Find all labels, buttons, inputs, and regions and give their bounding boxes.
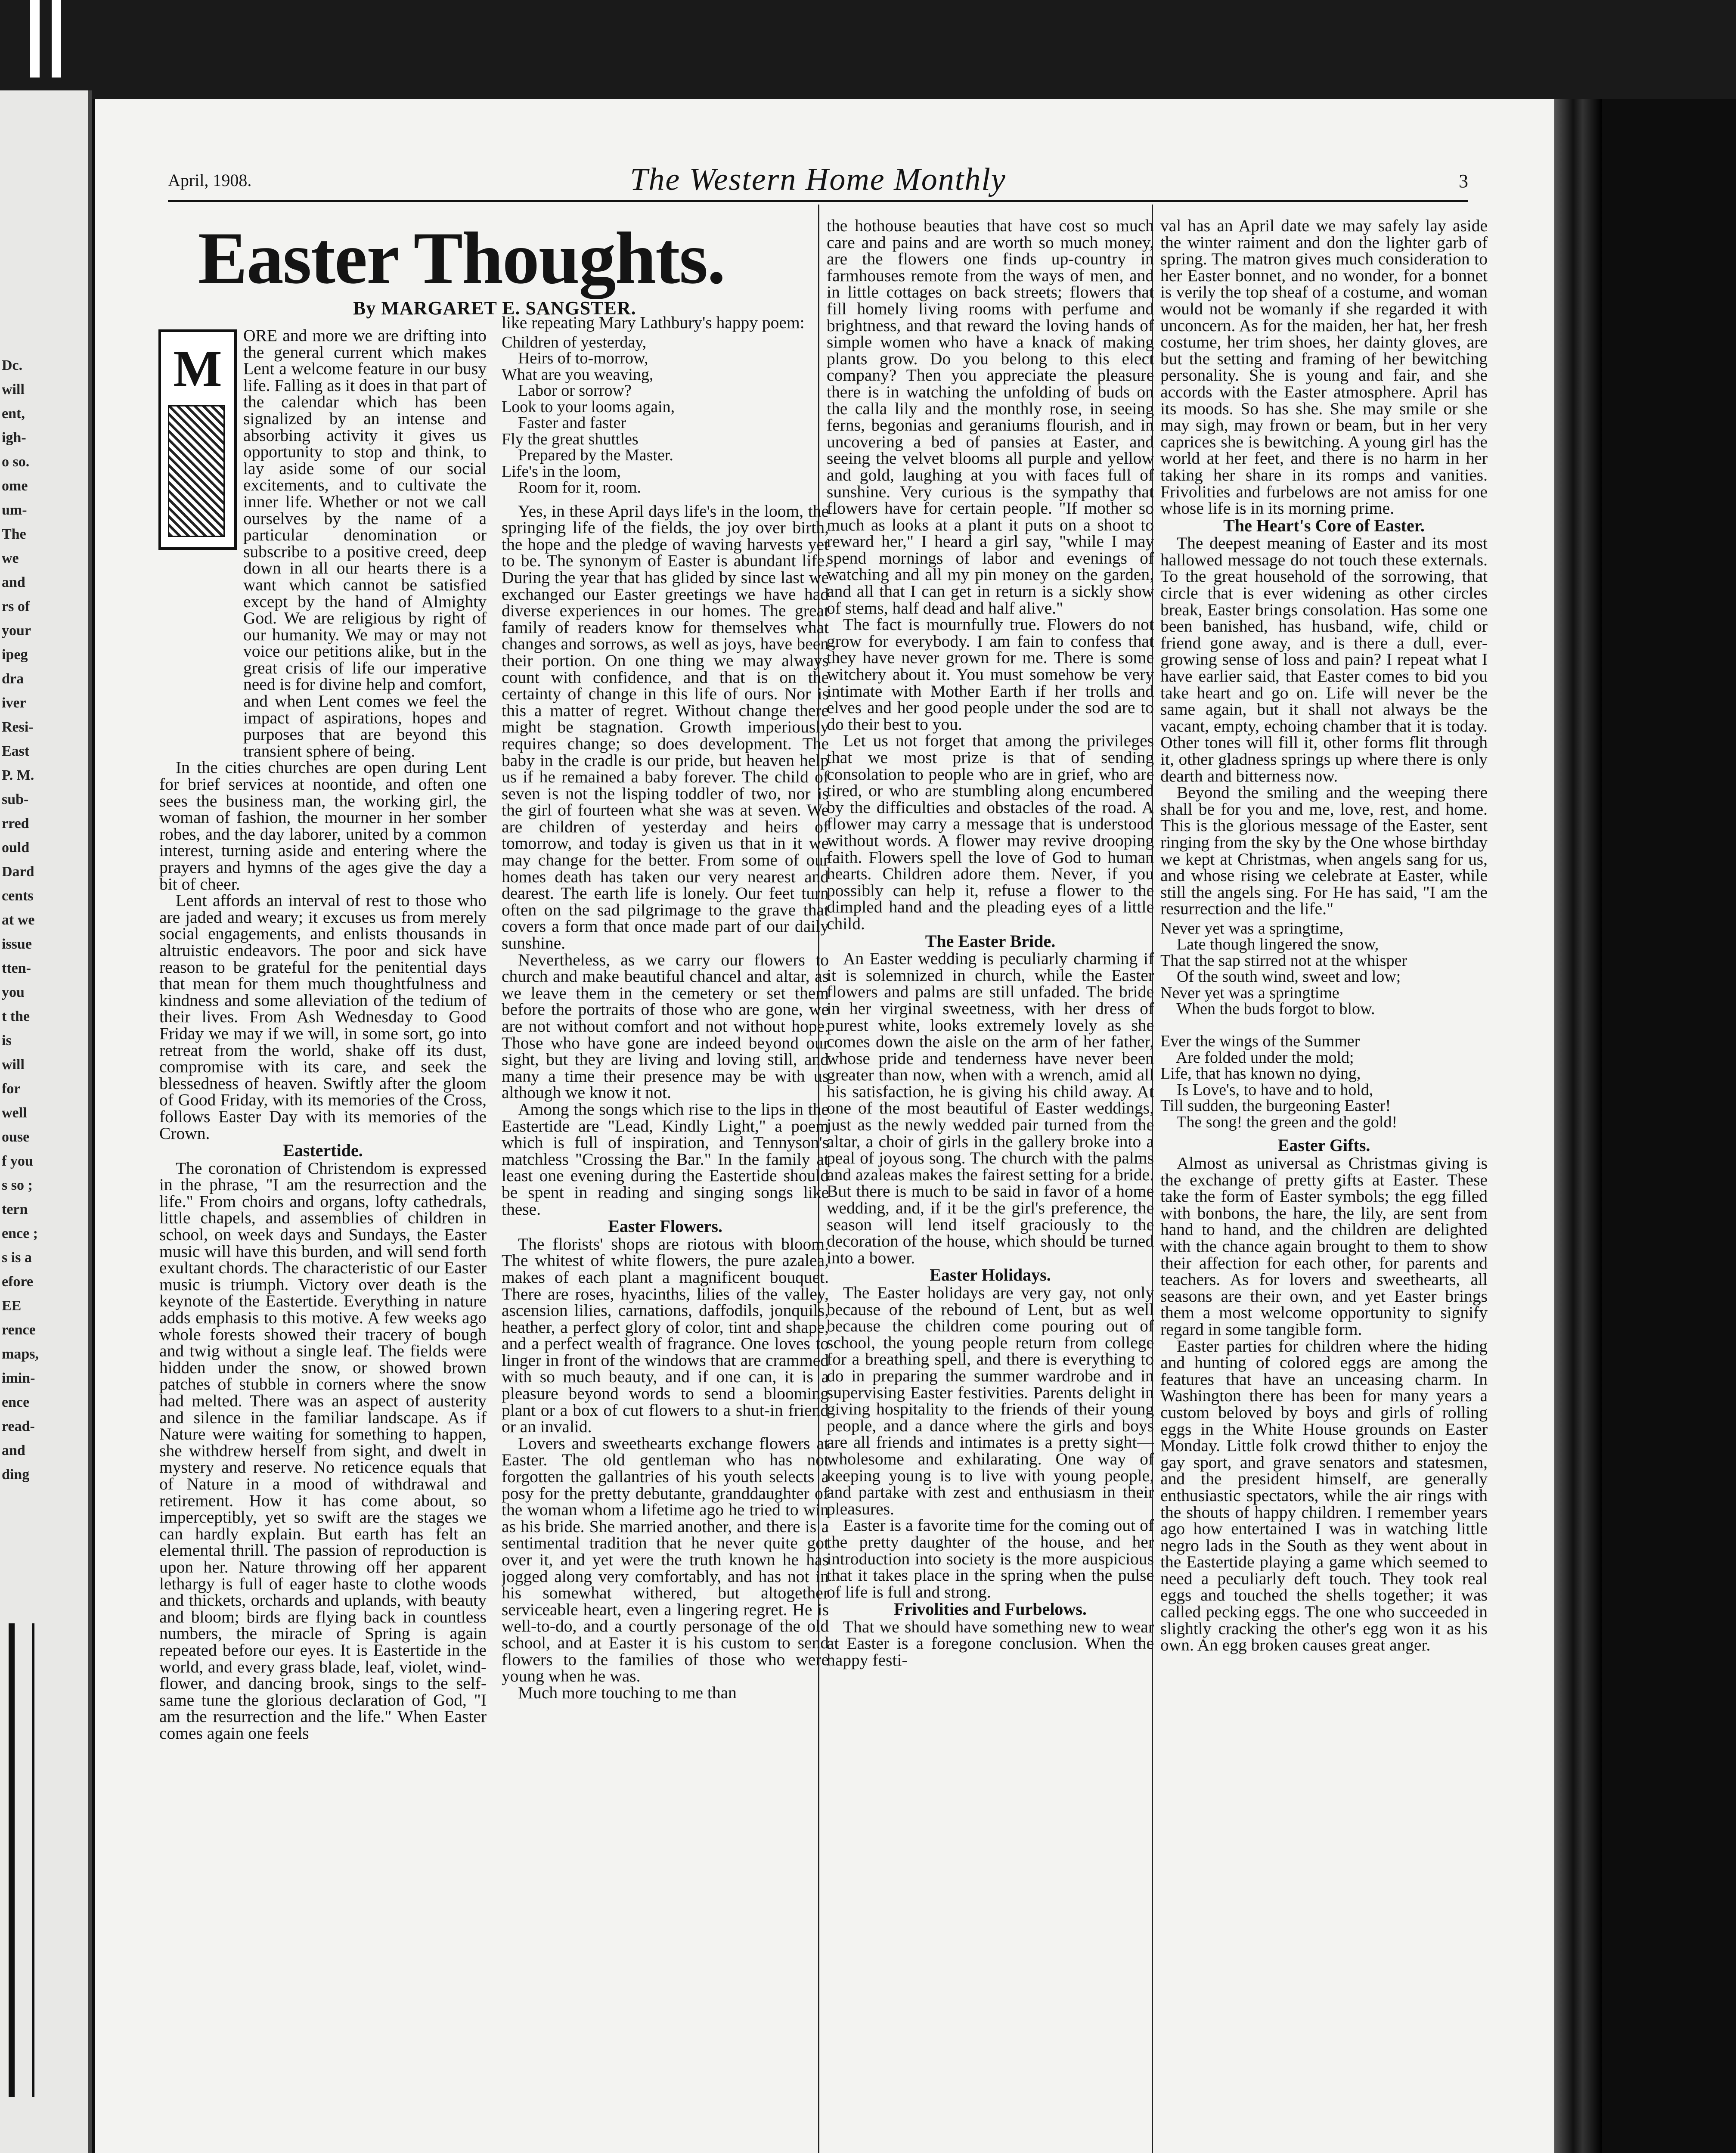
poem-line: Life's in the loom,	[502, 462, 621, 481]
paragraph: The coronation of Christendom is expressed in the phrase, "I am the resurrection and the life." From choirs and organs, lofty cathedrals, little chapels, and assemblies of children in school, on week days and Sundays, the Easter music will have this burden, and will send forth exultant chords. The characteristic of our Easter music is triumph. Victory over death is the keynote of the Eastertide. Everything in nature adds emphasis to this motive. A few weeks ago whole forests showed their tracery of bough and twig without a single leaf. The fields were hidden under the snow, or showed brown patches of stubble in corners where the snow had melted. There was an aspect of austerity and silence in the familiar landscape. As if Nature were waiting for something to happen, she withdrew herself from sight, and dwelt in mystery and reserve. No reticence equals that of Nature in a mood of withdrawal and retirement. How it has come about, so imperceptibly, yet so swift are the stages we can hardly explain. But earth has felt an elemental thrill. The passion of reproduction is upon her. Nature throwing off her apparent lethargy is full of eager haste to clothe woods and thickets, orchards and uplands, with beauty and bloom; birds are flying back in countless numbers, the miracle of Spring is again repeated before our eyes. It is Eastertide in the world, and every grass blade, leaf, violet, wind-flower, and dancing brook, sings to the self-same tune the glorious declaration of God, "I am the resurrection and the life." When Easter comes again one feels	[159, 1158, 487, 1743]
poem-line: The song! the green and the gold!	[1160, 1113, 1398, 1131]
left-page-text-fragment: s is a	[2, 1250, 32, 1266]
left-page-text-fragment: issue	[2, 936, 32, 952]
left-page-text-fragment: um-	[2, 502, 27, 518]
section-heading: Eastertide.	[283, 1141, 363, 1160]
left-page-text-fragment: your	[2, 623, 31, 639]
paragraph: Beyond the smiling and the weeping there shall be for you and me, love, rest, and home. This is the glorious message of the Easter, sent ringing from the sky by the One whose birthday we kept at Christmas, when angels sang for us, and whose rising we celebrate at Easter, while still the angels sing. For He has said, "I am the resurrection and the life."	[1160, 783, 1488, 918]
paragraph: Let us not forget that among the privileges that we most prize is that of sending consolation to people who are in grief, who are tired, or who are stumbling along encumbered by the difficulties and obstacles of the road. A flower may carry a message that is understood without words. A flower may revive drooping faith. Flowers spell the love of God to human hearts. Children adore them. Never, if you possibly can help it, refuse a flower to the dimpled hand and the pleading eyes of a little child.	[827, 731, 1154, 933]
left-page-text-fragment: East	[2, 743, 30, 759]
left-page-text-fragment: igh-	[2, 430, 26, 446]
paragraph: the hothouse beauties that have cost so much care and pains and are worth so much money, are the flowers one finds up-country in farmhouses remote from the ways of men, and in little cottages on back streets; flowers that fill homely living rooms with perfume and brightness, and that reward the loving hands of simple women who have a knack of making plants grow. Do you belong to this elect company? Then you appreciate the pleasure there is in watching the unfolding of buds on the calla lily and the monthly rose, in seeing ferns, begonias and geraniums flourish, and in uncovering a bed of pansies at Easter, and seeing the velvet blooms all purple and yellow and gold, laughing at you with faces full of sunshine. Very curious is the sympathy that flowers have for certain people. "If mother so much as looks at a plant it puts on a shoot to reward her," I heard a girl say, "while I may spend mornings of labor and evenings of watching and all my pin money on the garden, and all that I can get in return is a sickly show of stems, half dead and half alive."	[827, 217, 1154, 617]
left-page-text-fragment: will	[2, 382, 25, 397]
paragraph: The florists' shops are riotous with bloom. The whitest of white flowers, the pure azalea, makes of each plant a magnificent bouquet. There are roses, hyacinths, lilies of the valley, ascension lilies, carnations, daffodils, jonquils, heather, a perfect glory of color, tint and shape, and a perfect wealth of fragrance. One loves to linger in front of the windows that are crammed with so much beauty, and if one can, it is a pleasure beyond words to send a blooming plant or a box of cut flowers to a shut-in friend or an invalid.	[502, 1234, 829, 1436]
left-page-text-fragment: ipeg	[2, 647, 28, 663]
poem-line: Children of yesterday,	[502, 333, 647, 351]
left-page-text-fragment: t the	[2, 1008, 30, 1024]
page-number: 3	[1459, 171, 1468, 192]
left-page-text-fragment: efore	[2, 1274, 33, 1290]
left-page-text-fragment: o so.	[2, 454, 30, 470]
paragraph: In the cities churches are open during Lent for brief services at noontide, and often one sees the business man, the working girl, the woman of fashion, the mourner in her somber robes, and the day laborer, united by a common interest, turning aside and entering where the prayers and hymns of the ages give the day a bit of cheer.	[159, 758, 487, 893]
poem-line: Never yet was a springtime,	[1160, 919, 1344, 937]
left-page-text-fragment: for	[2, 1081, 21, 1097]
left-page-text-fragment: sub-	[2, 791, 29, 807]
left-page-text-fragment: EE	[2, 1298, 22, 1314]
column-1	[159, 327, 487, 2114]
left-page-text-fragment: imin-	[2, 1370, 35, 1386]
left-page-text-fragment: P. M.	[2, 767, 34, 783]
section-heading: The Easter Bride.	[925, 931, 1056, 951]
paragraph: Lovers and sweethearts exchange flowers at Easter. The old gentleman who has not forgotten the gallantries of his youth selects a posy for the pretty debutante, granddaughter of the woman whom a lifetime ago he tried to win as his bride. She married another, and there is a sentimental tradition that he never quite got over it, and yet were the truth known he has jogged along very comfortably, and has not in his somewhat withered, but altogether serviceable heart, even a lingering regret. He is well-to-do, and a courtly personage of the old school, and at Easter it is his custom to send flowers to the families of those who were young when he was.	[502, 1433, 829, 1686]
left-page-text-fragment: Resi-	[2, 719, 34, 735]
paragraph: The Easter holidays are very gay, not only because of the rebound of Lent, but as well because the children come pouring out of school, the young people return from college for a breathing spell, and there is everything to do in preparing the summer wardrobe and in supervising Easter festivities. Parents delight in giving hospitality to the friends of their young people, and a dance where the girls and boys are all friends and intimates is a pretty sight—wholesome and exhilarating. One way of keeping young is to live with young people, and partake with zest and enthusiasm in their pleasures.	[827, 1283, 1154, 1518]
page-edge-shadow	[1554, 99, 1602, 2153]
left-page-text-fragment: dra	[2, 671, 24, 687]
left-page-text-fragment: and	[2, 574, 25, 590]
paragraph: val has an April date we may safely lay aside the winter raiment and don the lighter garb of spring. The matron gives much consideration to her Easter bonnet, and no wonder, for a bonnet is verily the top sheaf of a costume, and woman would not be womanly if she regarded it with unconcern. As for the maiden, her hat, her fresh costume, her trim shoes, her dainty gloves, are but the setting and framing of her bewitching personality. She is young and fair, and she accords with the Easter atmosphere. April has its moods. So has she. She may smile or she may sigh, may frown or beam, but in her very caprices she is bewitching. A young girl has the world at her feet, and there is no harm in her taking her share in its romps and vanities. Frivolities and furbelows are not amiss for one whose life is in its morning prime.	[1160, 217, 1488, 518]
poem-line: Are folded under the mold;	[1160, 1048, 1354, 1067]
paragraph: Much more touching to me than	[518, 1683, 737, 1702]
paragraph: That we should have something new to wear at Easter is a foregone conclusion. When the happy festi-	[827, 1617, 1154, 1670]
poem-line: Is Love's, to have and to hold,	[1160, 1080, 1373, 1099]
section-heading: Easter Holidays.	[930, 1265, 1051, 1285]
poem-line: Till sudden, the burgeoning Easter!	[1160, 1097, 1391, 1115]
left-page-text-fragment: ding	[2, 1467, 30, 1483]
film-sprocket	[52, 0, 61, 78]
poem-line: Life, that has known no dying,	[1160, 1064, 1361, 1083]
newspaper-page	[95, 99, 1554, 2153]
left-page-text-fragment: iver	[2, 695, 26, 711]
article-title: Easter Thoughts.	[198, 217, 725, 299]
paragraph: Easter is a favorite time for the coming out of the pretty daughter of the house, and her introduction into society is the more auspicious that it takes place in the spring when the pulse of life is full and strong.	[827, 1516, 1154, 1601]
paragraph: like repeating Mary Lathbury's happy poem:	[502, 314, 805, 332]
left-page-text-fragment: ome	[2, 478, 28, 494]
masthead: The Western Home Monthly	[630, 162, 1006, 197]
poem-line: Labor or sorrow?	[502, 382, 632, 400]
poem-line: Heirs of to-morrow,	[502, 349, 648, 368]
page-header	[168, 161, 1468, 202]
paragraph: Yes, in these April days life's in the loom, the springing life of the fields, the joy over birth, the hope and the pledge of waving harvests yet to be. The synonym of Easter is abundant life. During the year that has glided by since last we exchanged our Easter greetings we have had diverse experiences in our homes. The great family of readers know for themselves what changes and sorrows, as well as joys, have been their portion. On one thing we may always count with confidence, and that is on the certainty of change in this life of ours. Nor is this a matter of regret. Without change there might be stagnation. Growth imperiously requires change; so does development. The baby in the cradle is our pride, but heaven help us if he remained a baby forever. The child of seven is not the lisping toddler of two, nor is the girl of fourteen what she was at seven. We are children of yesterday and heirs of tomorrow, and today is given us that in it we may change for the better. From some of our homes death has taken our very nearest and dearest. The earth life is lonely. Our feet turn often on the sad pilgrimage to the grave that covers a form that once made part of our daily sunshine.	[502, 501, 829, 953]
section-heading: Easter Flowers.	[608, 1216, 722, 1236]
poem-line: Ever the wings of the Summer	[1160, 1032, 1360, 1051]
left-page-text-fragment: tern	[2, 1201, 28, 1217]
left-page-text-fragment: s so ;	[2, 1177, 33, 1193]
poem-line: Look to your looms again,	[502, 397, 675, 416]
adjacent-page-fragment	[0, 90, 92, 2153]
poem-line: That the sap stirred not at the whisper	[1160, 951, 1407, 970]
poem-line: Fly the great shuttles	[502, 430, 639, 448]
poem-line: Faster and faster	[502, 414, 626, 432]
paragraph: Nevertheless, as we carry our flowers to church and make beautiful chancel and altar, as we leave them in the cemetery or set them before the portraits of those who are gone, we are not without comfort and not without hope. Those who have gone are indeed beyond our sight, but they are living and loving still, and many a time their presence may be with us although we know it not.	[502, 950, 829, 1102]
column-3	[827, 217, 1154, 2112]
section-heading: Frivolities and Furbelows.	[894, 1599, 1087, 1619]
left-page-text-fragment: rence	[2, 1322, 36, 1338]
paragraph: The fact is mournfully true. Flowers do not grow for everybody. I am fain to confess that they have never grown for me. There is some witchery about it. You must somehow be very intimate with Mother Earth if her trolls and elves and her good people under the sod are to do their best to you.	[827, 615, 1154, 734]
left-page-text-fragment: will	[2, 1057, 25, 1073]
left-page-text-fragment: maps,	[2, 1346, 39, 1362]
section-heading: Easter Gifts.	[1277, 1135, 1370, 1155]
drop-cap-letter: M	[173, 340, 222, 397]
left-page-text-fragment: and	[2, 1443, 25, 1458]
left-page-text-fragment: rs of	[2, 599, 30, 614]
left-page-text-fragment: we	[2, 550, 19, 566]
left-page-text-fragment: Dc.	[2, 357, 23, 373]
column-4	[1160, 217, 1488, 2112]
left-page-text-fragment: cents	[2, 888, 34, 904]
poem	[1160, 921, 1488, 1131]
poem-line: When the buds forgot to blow.	[1160, 1000, 1375, 1018]
left-page-text-fragment: is	[2, 1033, 12, 1049]
left-page-text-fragment: rred	[2, 816, 29, 831]
left-page-text-fragment: you	[2, 984, 25, 1000]
paragraph: Almost as universal as Christmas giving is the exchange of pretty gifts at Easter. These take the form of Easter symbols; the egg filled with bonbons, the hare, the lily, are sent from hand to hand, and the children are delighted with the chance again brought to them to show their affection for each other, for parents and teachers. As for lovers and sweethearts, all seasons are their own, and yet Easter brings them a most welcome opportunity to signify regard in some tangible form.	[1160, 1154, 1488, 1339]
scan-border-top	[0, 0, 1736, 99]
left-page-text-fragment: well	[2, 1105, 27, 1121]
paragraph: An Easter wedding is peculiarly charming if it is solemnized in church, while the Easter flowers and palms are still unfaded. The bride in her virginal sweetness, with her dress of purest white, looks extremely lovely as she comes down the aisle on the arm of her father, whose pride and tenderness have never been greater than now, when with a wrench, amid all his satisfaction, he is giving his child away. At one of the most beautiful of Easter weddings, just as the newly wedded pair turned from the altar, a choir of girls in the gallery broke into a peal of joyous song. The church with the palms and azaleas makes the fairest setting for a bride. But there is much to be said in favor of a home wedding, and, if it be the girl's preference, the season will lend itself graciously to the decoration of the house, which should be turned into a bower.	[827, 949, 1154, 1267]
column-2	[502, 314, 829, 2110]
left-page-text-fragment: tten-	[2, 960, 31, 976]
poem-line: Never yet was a springtime	[1160, 983, 1339, 1002]
poem-line: Room for it, room.	[502, 478, 642, 497]
left-page-text-fragment: Dard	[2, 864, 34, 880]
left-page-text-fragment: read-	[2, 1418, 35, 1434]
ornament-border	[9, 1623, 34, 2097]
poem-line: Of the south wind, sweet and low;	[1160, 968, 1401, 986]
poem	[502, 335, 829, 496]
poem-line: Late though lingered the snow,	[1160, 935, 1379, 954]
left-page-text-fragment: ouse	[2, 1129, 30, 1145]
left-page-text-fragment: The	[2, 526, 26, 542]
article-byline: By MARGARET E. SANGSTER.	[353, 298, 636, 319]
left-page-text-fragment: ence ;	[2, 1225, 38, 1241]
issue-date: April, 1908.	[168, 171, 252, 190]
poem-line	[1160, 1018, 1488, 1034]
left-page-text-fragment: f you	[2, 1153, 33, 1169]
section-heading: The Heart's Core of Easter.	[1223, 515, 1425, 535]
poem-line: Prepared by the Master.	[502, 446, 673, 465]
paragraph: Easter parties for children where the hiding and hunting of colored eggs are among the features that have an unceasing charm. In Washington there has been for many years a custom beloved by boys and girls of rolling eggs in the White House grounds on Easter Monday. Little folk crowd thither to enjoy the gay sport, and grave senators and statesmen, and the president himself, are generally enthusiastic spectators, while the air rings with the shouts of happy children. I remember years ago how entertained I was in watching little negro lads in the South as they went about in the Eastertide playing a game which seemed to need a peculiarly deft touch. They took real eggs and touched the shells together; it was called pecking eggs. The one who succeeded in slightly cracking the other's egg won it as his own. An egg broken causes great anger.	[1160, 1336, 1488, 1655]
paragraph: The deepest meaning of Easter and its most hallowed message do not touch these externals. To the great household of the sorrowing, that circle that is ever widening as other circles break, Easter brings consolation. Has some one been banished, has husband, wife, child or friend gone away, and is there a dull, ever-growing sense of loss and pain? I repeat what I have earlier said, that Easter comes to bid you take heart and go on. Life will never be the same again, but it shall not always be the vacant, empty, echoing chamber that it is today. Other tones will fill it, other forms flit through it, other gladness springs up where there is only dearth and bitterness now.	[1160, 534, 1488, 785]
left-page-text-fragment: at we	[2, 912, 35, 928]
paragraph: Among the songs which rise to the lips in the Eastertide are "Lead, Kindly Light," a poem which is full of inspiration, and Tennyson's matchless "Crossing the Bar." In the family at least one evening during the Eastertide should be spent in reading and singing songs like these.	[502, 1099, 829, 1219]
poem-line: What are you weaving,	[502, 365, 654, 384]
left-page-text-fragment: ent,	[2, 406, 25, 422]
left-page-text-fragment: ould	[2, 840, 30, 856]
film-sprocket	[30, 0, 40, 78]
left-page-text-fragment: ence	[2, 1394, 30, 1410]
paragraph: Lent affords an interval of rest to those who are jaded and weary; it excuses us from merely social engagements, and enlists thousands in altruistic endeavors. The poor and sick have reason to be grateful for the penitential days that mean for them much thoughtfulness and kindness and some alleviation of the tedium of their lives. From Ash Wednesday to Good Friday we may if we will, in some sort, go into retreat from the world, shake off its dust, compromise with its care, and seek the blessedness of heaven. Swiftly after the gloom of Good Friday, with its memories of the Cross, follows Easter Day with its memories of the Crown.	[159, 891, 487, 1143]
paragraph: ORE and more we are drifting into the general current which makes Lent a welcome feature in our busy life. Falling as it does in that part of the calendar which has been signalized by an intense and absorbing activity it gives us opportunity to stop and think, to lay aside some of our social excitements, and to cultivate the inner life. Whether or not we call ourselves by the name of a particular denomination or subscribe to a positive creed, deep down in all our hearts there is a want which cannot be satisfied except by the hand of Almighty God. We are religious by right of our humanity. We may or may not voice our petitions alike, but in the great crisis of life our imperative need is for divine help and comfort, and when Lent comes we feel the impact of aspirations, hopes and purposes that are beyond this transient sphere of being.	[243, 327, 487, 760]
